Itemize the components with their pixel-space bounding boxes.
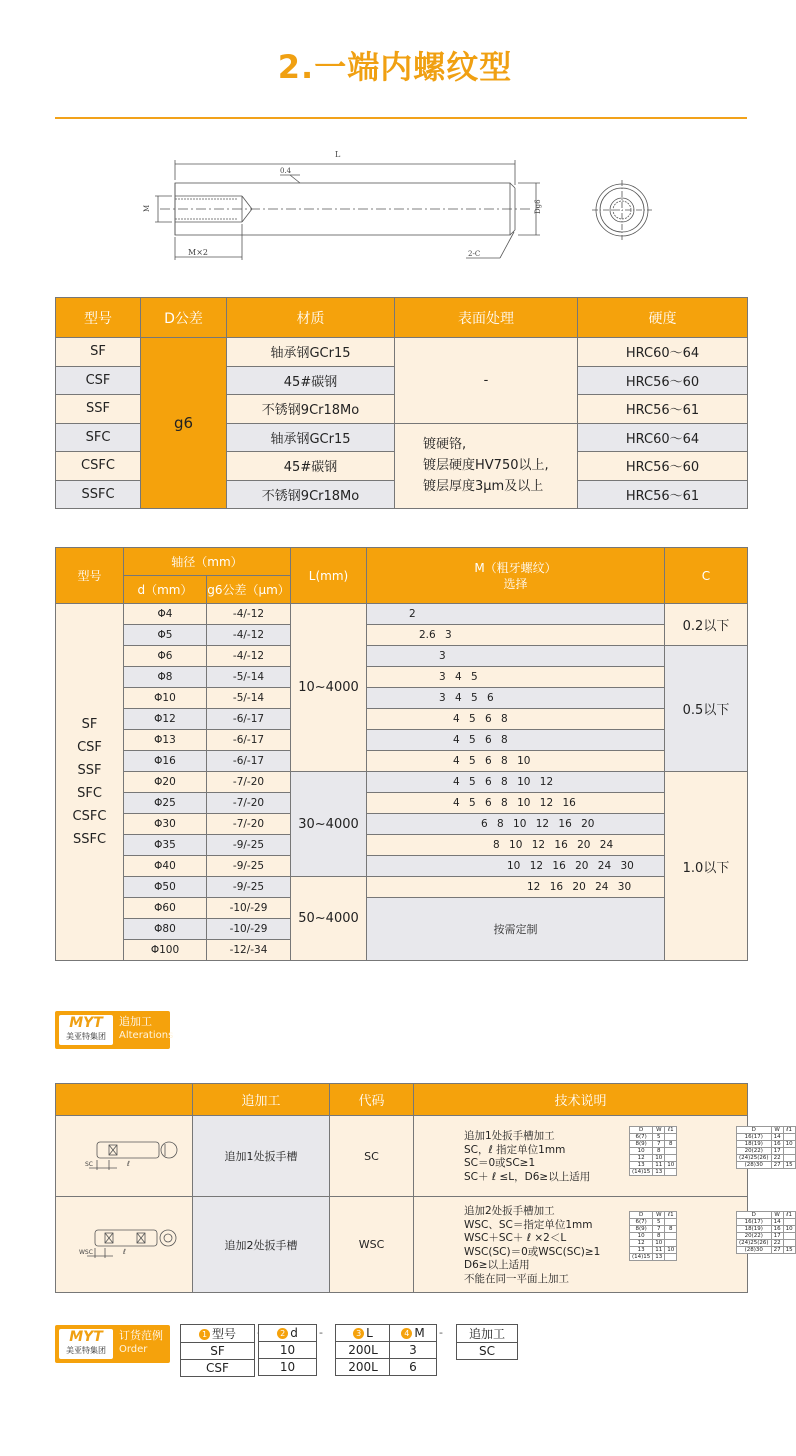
table-row xyxy=(56,856,748,877)
logo-text: MYT xyxy=(69,1329,103,1345)
model-name: CSF xyxy=(77,740,102,755)
order-value: 3 xyxy=(390,1342,437,1359)
mini-cell xyxy=(665,1148,677,1155)
mini-cell: 16(17) xyxy=(737,1219,772,1226)
mini-cell: 8(9) xyxy=(630,1226,653,1233)
th-alteration: 追加工 xyxy=(193,1084,330,1116)
mini-table-right xyxy=(736,1211,796,1254)
order-head-label: d xyxy=(290,1326,298,1340)
mini-cell: D xyxy=(630,1212,653,1219)
tol-cell: -4/-12 xyxy=(207,604,291,625)
order-value: SF xyxy=(181,1343,255,1360)
table-row xyxy=(56,877,748,898)
tol-cell: -7/-20 xyxy=(207,772,291,793)
th-C: C xyxy=(665,548,748,604)
surface-line: 镀硬铬, xyxy=(423,437,467,453)
order-value: 6 xyxy=(390,1359,437,1376)
mini-cell xyxy=(665,1169,677,1176)
model-name: CSFC xyxy=(72,809,107,824)
m-cell: 4 5 6 8 xyxy=(367,709,665,730)
logo-cn: 美亚特集团 xyxy=(66,1346,106,1355)
order-num: 3 xyxy=(353,1328,364,1339)
table-row xyxy=(56,646,748,667)
table-row xyxy=(56,604,748,625)
mini-cell: D xyxy=(737,1212,772,1219)
table-row xyxy=(56,709,748,730)
d-cell: Φ16 xyxy=(124,751,207,772)
material-cell: 不锈钢9Cr18Mo xyxy=(227,480,395,509)
mini-cell: 8 xyxy=(665,1226,677,1233)
order-value: CSF xyxy=(181,1360,255,1377)
table-row xyxy=(56,730,748,751)
th-d: d（mm） xyxy=(124,576,207,604)
mini-cell xyxy=(783,1134,795,1141)
mini-cell: ℓ1 xyxy=(665,1127,677,1134)
m-cell: 4 5 6 8 10 xyxy=(367,751,665,772)
order-value: SC xyxy=(457,1343,518,1360)
th-material: 材质 xyxy=(227,298,395,338)
d-cell: Φ20 xyxy=(124,772,207,793)
m-cell: 3 xyxy=(367,646,665,667)
desc-line: SC＝0或SC≥1 xyxy=(464,1157,536,1169)
table-row xyxy=(56,625,748,646)
dim-Mx2: M×2 xyxy=(188,248,208,257)
d-cell: Φ50 xyxy=(124,877,207,898)
mini-cell: (28)30 xyxy=(737,1247,772,1254)
mini-cell: W xyxy=(653,1127,665,1134)
desc-line: 不能在同一平面上加工 xyxy=(464,1272,569,1285)
mini-cell xyxy=(783,1219,795,1226)
mini-cell: 17 xyxy=(771,1233,783,1240)
d-cell: Φ100 xyxy=(124,940,207,961)
d-cell: Φ13 xyxy=(124,730,207,751)
wrench-slot-drawing xyxy=(69,1130,179,1180)
custom-cell: 按需定制 xyxy=(367,898,665,961)
C-cell: 0.2以下 xyxy=(665,604,748,646)
model-cell: SF xyxy=(56,338,141,367)
hardness-cell: HRC56～60 xyxy=(578,366,748,395)
table-row xyxy=(56,667,748,688)
badge-title: 追加工 xyxy=(119,1015,152,1028)
order-value: 200L xyxy=(336,1342,391,1359)
dim-L: L xyxy=(335,150,341,159)
mini-table-left xyxy=(629,1126,677,1176)
mini-cell xyxy=(665,1219,677,1226)
order-field xyxy=(389,1324,437,1376)
mini-cell xyxy=(665,1240,677,1247)
th-image xyxy=(56,1084,193,1116)
mini-cell: 18(19) xyxy=(737,1226,772,1233)
desc-line: SC，ℓ 指定单位1mm xyxy=(464,1143,566,1156)
tol-cell: -5/-14 xyxy=(207,667,291,688)
d-cell: Φ60 xyxy=(124,898,207,919)
m-cell: 6 8 10 12 16 20 xyxy=(367,814,665,835)
mini-cell: 22 xyxy=(771,1240,783,1247)
mini-cell: 10 xyxy=(665,1162,677,1169)
order-head xyxy=(181,1325,255,1343)
hardness-cell: HRC60～64 xyxy=(578,338,748,367)
mini-cell: 15 xyxy=(783,1162,795,1169)
d-cell: Φ80 xyxy=(124,919,207,940)
mini-cell: ℓ1 xyxy=(665,1212,677,1219)
table-row xyxy=(56,772,748,793)
th-M xyxy=(367,548,665,604)
table-row xyxy=(56,814,748,835)
mini-cell: (14)15 xyxy=(630,1169,653,1176)
l-label: ℓ xyxy=(127,1159,130,1168)
d-cell: Φ5 xyxy=(124,625,207,646)
mini-cell: 6(7) xyxy=(630,1134,653,1141)
tol-cell: -10/-29 xyxy=(207,898,291,919)
tol-cell: -10/-29 xyxy=(207,919,291,940)
alteration-image xyxy=(56,1197,193,1293)
mini-cell: 16 xyxy=(771,1141,783,1148)
th-g6: g6公差（μm） xyxy=(207,576,291,604)
surface-none: - xyxy=(395,338,578,424)
th-M-line1: M（粗牙螺纹） xyxy=(474,560,557,575)
mini-cell: (24)25(26) xyxy=(737,1240,772,1247)
mini-table-right xyxy=(736,1126,796,1169)
tol-cell: -6/-17 xyxy=(207,751,291,772)
mini-cell: 20(22) xyxy=(737,1233,772,1240)
d-cell: Φ35 xyxy=(124,835,207,856)
th-hardness: 硬度 xyxy=(578,298,748,338)
mini-cell: ℓ1 xyxy=(783,1127,795,1134)
th-description: 技术说明 xyxy=(414,1084,748,1116)
order-head-label: L xyxy=(366,1326,373,1340)
material-cell: 轴承钢GCr15 xyxy=(227,423,395,452)
mini-cell: 22 xyxy=(771,1155,783,1162)
model-cell: CSF xyxy=(56,366,141,395)
mini-cell: 12 xyxy=(630,1155,653,1162)
m-cell: 2.6 3 xyxy=(367,625,665,646)
order-head-label: 追加工 xyxy=(468,1327,505,1341)
mini-cell xyxy=(665,1155,677,1162)
dash-sep: - xyxy=(439,1326,443,1339)
mini-cell: 14 xyxy=(771,1219,783,1226)
myt-logo xyxy=(59,1015,113,1045)
th-model: 型号 xyxy=(56,298,141,338)
material-cell: 45#碳钢 xyxy=(227,452,395,481)
desc-line: WSC、SC＝指定单位1mm xyxy=(464,1218,593,1231)
mini-cell: D xyxy=(737,1127,772,1134)
mini-cell xyxy=(783,1148,795,1155)
model-name: SF xyxy=(81,717,98,732)
d-cell: Φ4 xyxy=(124,604,207,625)
L-range-cell: 30~4000 xyxy=(291,772,367,877)
mini-cell: 7 xyxy=(653,1141,665,1148)
th-code: 代码 xyxy=(330,1084,414,1116)
model-name: SSFC xyxy=(72,832,107,847)
hardness-cell: HRC56～61 xyxy=(578,395,748,424)
alteration-code: SC xyxy=(330,1116,414,1197)
mini-cell xyxy=(665,1233,677,1240)
sc-label: SC xyxy=(85,1160,93,1168)
m-cell: 3 4 5 6 xyxy=(367,688,665,709)
surface-line: 镀层硬度HV750以上, xyxy=(423,458,549,474)
desc-line: WSC＋SC＋ ℓ ×2＜L xyxy=(464,1232,567,1244)
mini-cell: 11 xyxy=(653,1247,665,1254)
d-cell: Φ40 xyxy=(124,856,207,877)
th-L: L(mm) xyxy=(291,548,367,604)
m-cell: 3 4 5 xyxy=(367,667,665,688)
mini-cell: 10 xyxy=(783,1226,795,1233)
d-cell: Φ25 xyxy=(124,793,207,814)
dim-C: 2-C xyxy=(468,250,481,258)
order-head xyxy=(259,1325,317,1342)
mini-cell: 6(7) xyxy=(630,1219,653,1226)
title-divider xyxy=(55,117,747,119)
mini-cell: 8(9) xyxy=(630,1141,653,1148)
mini-cell: 8 xyxy=(665,1141,677,1148)
mini-cell: 5 xyxy=(653,1219,665,1226)
mini-cell: D xyxy=(630,1127,653,1134)
desc-line: SC＋ ℓ ≤L，D6≥以上适用 xyxy=(464,1170,591,1183)
badge-subtitle: Alterations xyxy=(119,1030,174,1041)
wrench-slot-drawing xyxy=(69,1218,179,1268)
spec-table xyxy=(55,297,748,509)
mini-cell: 13 xyxy=(630,1247,653,1254)
th-shaft: 轴径（mm） xyxy=(124,548,291,576)
material-cell: 不锈钢9Cr18Mo xyxy=(227,395,395,424)
mini-cell: W xyxy=(771,1127,783,1134)
m-cell: 8 10 12 16 20 24 xyxy=(367,835,665,856)
dash-sep: - xyxy=(319,1326,323,1339)
tol-cell: -9/-25 xyxy=(207,877,291,898)
mini-cell: 7 xyxy=(653,1226,665,1233)
model-cell: SFC xyxy=(56,423,141,452)
desc-line: 追加1处扳手槽加工 xyxy=(464,1130,555,1142)
L-range-cell: 10~4000 xyxy=(291,604,367,772)
mini-cell: 13 xyxy=(630,1162,653,1169)
mini-cell: 16 xyxy=(771,1226,783,1233)
L-range-cell: 50~4000 xyxy=(291,877,367,961)
mini-cell xyxy=(783,1233,795,1240)
desc-line: WSC(SC)＝0或WSC(SC)≥1 xyxy=(464,1245,601,1258)
surface-plated xyxy=(395,423,578,509)
mini-cell: (24)25(26) xyxy=(737,1155,772,1162)
mini-cell: W xyxy=(653,1212,665,1219)
order-num: 2 xyxy=(277,1328,288,1339)
table-row xyxy=(56,751,748,772)
desc-line: D6≥以上适用 xyxy=(464,1259,530,1271)
th-surface: 表面处理 xyxy=(395,298,578,338)
mini-cell: 13 xyxy=(653,1169,665,1176)
mini-cell: 16(17) xyxy=(737,1134,772,1141)
hardness-cell: HRC60～64 xyxy=(578,423,748,452)
d-cell: Φ6 xyxy=(124,646,207,667)
l-label: ℓ xyxy=(123,1248,126,1256)
table-row xyxy=(56,688,748,709)
alterations-badge xyxy=(55,1011,174,1049)
models-cell xyxy=(56,604,124,961)
table-row xyxy=(56,898,748,919)
table-row xyxy=(56,793,748,814)
C-cell: 0.5以下 xyxy=(665,646,748,772)
tol-cell: -12/-34 xyxy=(207,940,291,961)
th-M-line2: 选择 xyxy=(503,576,528,591)
alteration-name: 追加1处扳手槽 xyxy=(193,1116,330,1197)
model-name: SSF xyxy=(77,763,102,778)
mini-cell: (28)30 xyxy=(737,1162,772,1169)
desc-line: 追加2处扳手槽加工 xyxy=(464,1205,555,1217)
mini-cell: 17 xyxy=(771,1148,783,1155)
tol-cell: -9/-25 xyxy=(207,856,291,877)
mini-cell: 8 xyxy=(653,1233,665,1240)
d-cell: Φ8 xyxy=(124,667,207,688)
C-cell: 1.0以下 xyxy=(665,772,748,961)
order-field xyxy=(456,1324,518,1360)
mini-cell: 10 xyxy=(630,1148,653,1155)
order-field xyxy=(258,1324,317,1376)
dimension-table xyxy=(55,547,748,961)
material-cell: 轴承钢GCr15 xyxy=(227,338,395,367)
mini-cell: 10 xyxy=(665,1247,677,1254)
alteration-desc xyxy=(414,1116,793,1197)
tol-cell: -6/-17 xyxy=(207,730,291,751)
dim-D: Dg6 xyxy=(534,199,542,214)
wsc-label: WSC xyxy=(79,1249,93,1256)
logo-text: MYT xyxy=(69,1015,103,1031)
mini-cell: 10 xyxy=(653,1155,665,1162)
tol-cell: -7/-20 xyxy=(207,793,291,814)
model-cell: SSFC xyxy=(56,480,141,509)
alteration-desc xyxy=(414,1197,793,1293)
dim-M: M xyxy=(143,204,151,212)
m-cell: 4 5 6 8 10 12 16 xyxy=(367,793,665,814)
order-value: 10 xyxy=(259,1359,317,1376)
mini-cell: 27 xyxy=(771,1247,783,1254)
surface-line: 镀层厚度3μm及以上 xyxy=(423,479,544,495)
table-row xyxy=(56,835,748,856)
order-value: 200L xyxy=(336,1359,391,1376)
d-cell: Φ10 xyxy=(124,688,207,709)
tol-cell: -4/-12 xyxy=(207,625,291,646)
mini-cell: (14)15 xyxy=(630,1254,653,1261)
mini-cell: 27 xyxy=(771,1162,783,1169)
mini-cell: 15 xyxy=(783,1247,795,1254)
mini-cell: 10 xyxy=(653,1240,665,1247)
alteration-code: WSC xyxy=(330,1197,414,1293)
mini-cell: 5 xyxy=(653,1134,665,1141)
hardness-cell: HRC56～61 xyxy=(578,480,748,509)
alterations-table xyxy=(55,1083,793,1293)
page-title: 2.一端内螺纹型 xyxy=(277,48,513,86)
mini-cell: 11 xyxy=(653,1162,665,1169)
order-badge xyxy=(55,1325,170,1363)
mini-cell: 13 xyxy=(653,1254,665,1261)
mini-cell xyxy=(783,1240,795,1247)
order-field xyxy=(180,1324,255,1377)
m-cell: 12 16 20 24 30 xyxy=(367,877,665,898)
mini-table-left xyxy=(629,1211,677,1261)
th-model: 型号 xyxy=(56,548,124,604)
myt-logo xyxy=(59,1329,113,1359)
mini-cell: 18(19) xyxy=(737,1141,772,1148)
m-cell: 4 5 6 8 xyxy=(367,730,665,751)
mini-cell: 10 xyxy=(783,1141,795,1148)
m-cell: 4 5 6 8 10 12 xyxy=(367,772,665,793)
tol-cell: -7/-20 xyxy=(207,814,291,835)
badge-title: 订货范例 xyxy=(119,1329,163,1342)
mini-cell: W xyxy=(771,1212,783,1219)
tol-cell: -6/-17 xyxy=(207,709,291,730)
mini-cell: 20(22) xyxy=(737,1148,772,1155)
alteration-name: 追加2处扳手槽 xyxy=(193,1197,330,1293)
tolerance-cell: g6 xyxy=(141,338,227,509)
badge-subtitle: Order xyxy=(119,1344,148,1355)
d-cell: Φ12 xyxy=(124,709,207,730)
order-head-label: M xyxy=(414,1326,425,1340)
logo-cn: 美亚特集团 xyxy=(66,1032,106,1041)
m-cell: 2 xyxy=(367,604,665,625)
tol-cell: -4/-12 xyxy=(207,646,291,667)
mini-cell xyxy=(665,1254,677,1261)
order-field xyxy=(335,1324,391,1376)
material-cell: 45#碳钢 xyxy=(227,366,395,395)
th-tolerance: D公差 xyxy=(141,298,227,338)
order-head xyxy=(457,1325,518,1343)
mini-cell: 12 xyxy=(630,1240,653,1247)
mini-cell: 14 xyxy=(771,1134,783,1141)
model-cell: SSF xyxy=(56,395,141,424)
pin-drawing xyxy=(130,140,670,275)
tol-cell: -5/-14 xyxy=(207,688,291,709)
mini-cell xyxy=(783,1155,795,1162)
mini-cell: ℓ1 xyxy=(783,1212,795,1219)
order-head-label: 型号 xyxy=(211,1327,236,1341)
dim-r: 0.4 xyxy=(280,167,292,175)
order-num: 1 xyxy=(199,1329,210,1340)
model-name: SFC xyxy=(77,786,102,801)
order-num: 4 xyxy=(401,1328,412,1339)
order-head xyxy=(390,1325,437,1342)
hardness-cell: HRC56～60 xyxy=(578,452,748,481)
order-value: 10 xyxy=(259,1342,317,1359)
mini-cell: 10 xyxy=(630,1233,653,1240)
mini-cell xyxy=(665,1134,677,1141)
model-cell: CSFC xyxy=(56,452,141,481)
order-head xyxy=(336,1325,391,1342)
tol-cell: -9/-25 xyxy=(207,835,291,856)
d-cell: Φ30 xyxy=(124,814,207,835)
alteration-image xyxy=(56,1116,193,1197)
m-cell: 10 12 16 20 24 30 xyxy=(367,856,665,877)
mini-cell: 8 xyxy=(653,1148,665,1155)
